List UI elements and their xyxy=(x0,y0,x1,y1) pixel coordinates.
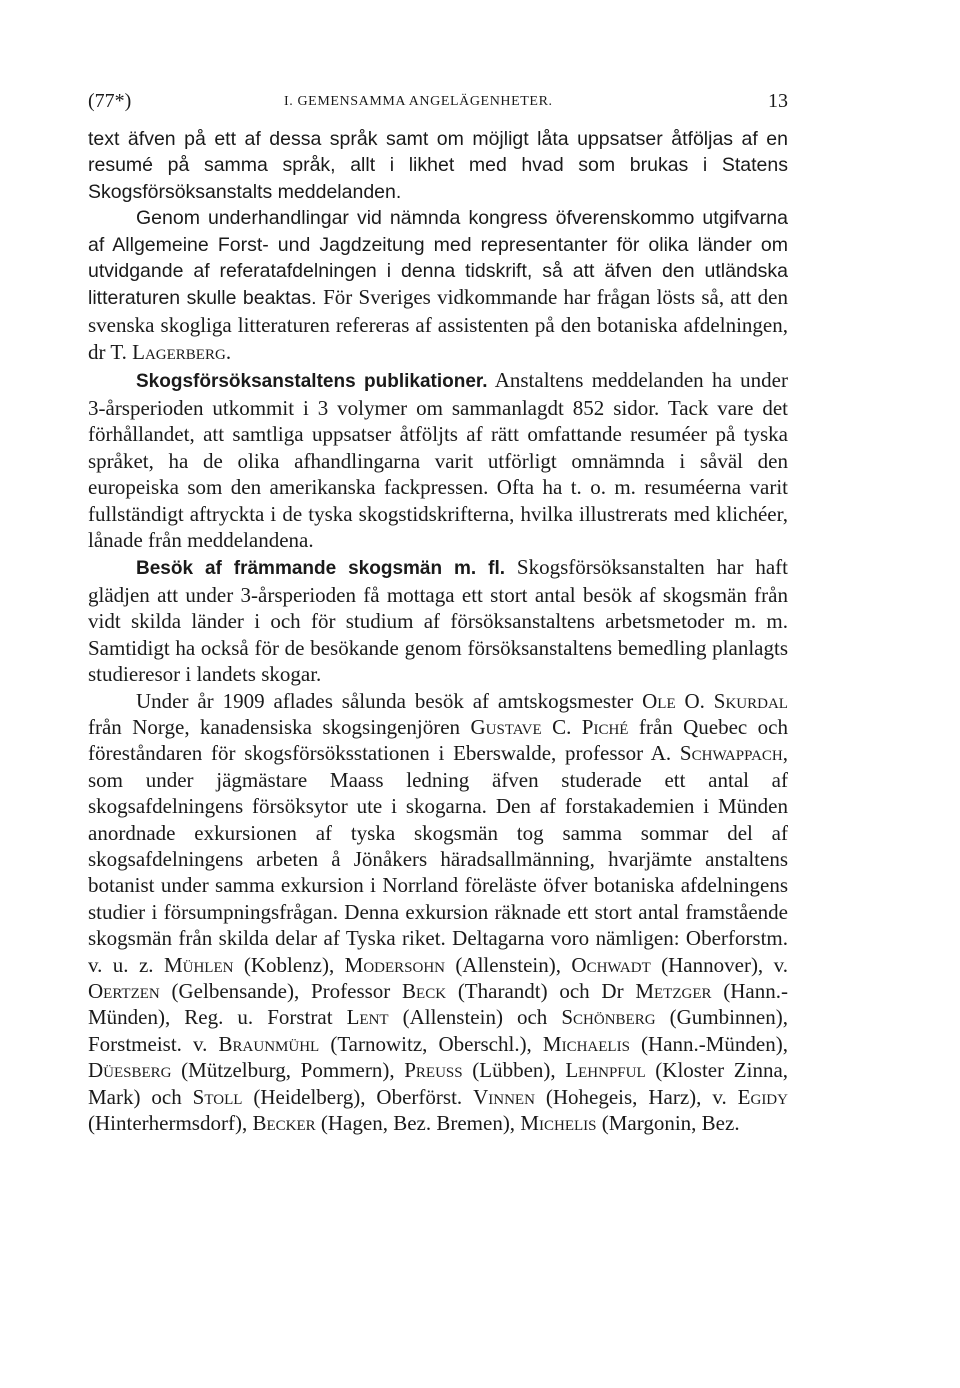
paragraph-visitors-text: (Koblenz), xyxy=(233,952,345,977)
section-heading-besok: Besök af främmande skogsmän m. fl. xyxy=(136,557,506,579)
paragraph-visitors-text: (Hann.-Münden), xyxy=(629,1031,788,1056)
paragraph-visitors-text: (Hohegeis, Harz), v. xyxy=(534,1084,738,1109)
page-body xyxy=(88,126,788,1136)
paragraph-visitors-text: , som under jägmästare Maass ledning äfven studerade ett antal af skogsafdelningens försöksytor ute i skogarna. Den af forstakademien i Münden anordnade exkursionen af tyska skogsmän tog samma sommar del af skogsafdelningens arbeten å Jönåkers häradsallmänning, hvarjämte anstaltens botanist under samma exkursion i Norrland föreläste öfver botaniska afdelningens studier i försumpningsfrågan. Denna exkursion räknade ett stort antal framstående skogsmän från skilda delar af Tyska riket. Deltagarna voro nämligen: Oberforstm. v. u. z. xyxy=(88,741,788,977)
paragraph-kongress xyxy=(88,205,788,366)
paragraph-visitors-text: C. xyxy=(541,714,582,739)
running-header xyxy=(88,80,788,120)
person-name: Preuss xyxy=(404,1058,463,1083)
paragraph-visitors-text: från Norge, kanadensiska skogsingenjören xyxy=(88,714,471,739)
person-name: Schwappach xyxy=(679,741,783,766)
paragraph-visitors-text: (Margonin, Bez. xyxy=(596,1111,740,1136)
paragraph-kongress-text: Genom underhandlingar vid nämnda kongress öfverenskommo utgifvarna af Allgemeine Forst- und Jagdzeitung med representanter för olika länder om utvidgande af referatafdelningen i denna tidskrift, så att äfven den utländska litteraturen skulle beaktas. xyxy=(88,207,788,310)
paragraph-besok xyxy=(88,554,788,688)
paragraph-visitors-text: (Lübben), xyxy=(462,1058,566,1083)
paragraph-visitors-text: (Hannover), v. xyxy=(650,952,788,977)
paragraph-visitors-text: Under år 1909 aflades sålunda besök af amtskogsmester xyxy=(136,688,643,713)
paragraph-visitors-text: (Kloster Zinna, Mark) och xyxy=(88,1058,789,1109)
person-name: Düesberg xyxy=(88,1058,172,1083)
paragraph-visitors-text: (Tarnowitz, Oberschl.), xyxy=(319,1031,543,1056)
person-name: Mühlen xyxy=(163,952,234,977)
section-heading-publikationer: Skogsförsöksanstaltens publikationer. xyxy=(136,370,488,392)
person-name: Lent xyxy=(346,1005,389,1030)
person-name: Modersohn xyxy=(344,952,446,977)
paragraph-publikationer xyxy=(88,367,788,554)
person-name: Michelis xyxy=(520,1111,597,1136)
person-name: Skurdal xyxy=(713,688,788,713)
person-name: Schönberg xyxy=(561,1005,656,1030)
paragraph-besok-text: Skogsförsöksanstalten har haft glädjen att under 3-årsperioden få mottaga ett stort antal besök af skogsmän från vidt skilda länder i och för studium af försöksanstaltens arbetsmetoder m. m. Samtidigt ha också för de besökande genom försöksanstaltens bemedling planlagts studieresor i landets skogar. xyxy=(88,554,788,687)
paragraph-visitors-text: (Allenstein), xyxy=(445,952,572,977)
person-name: Lehnpful xyxy=(565,1058,646,1083)
paragraph-visitors-text: (Hinterhermsdorf), xyxy=(88,1111,253,1136)
person-name: Egidy xyxy=(737,1084,788,1109)
paragraph-visitors-text: O. xyxy=(675,688,714,713)
paragraph-visitors-text: (Gelbensande), Professor xyxy=(159,979,403,1003)
paragraph-kongress-end: . xyxy=(225,340,232,365)
person-name: Oertzen xyxy=(88,979,160,1003)
person-name: Becker xyxy=(252,1111,316,1136)
paragraph-visitors-text: (Tharandt) och Dr xyxy=(446,979,636,1003)
paragraph-visitors-text: (Mützelburg, Pommern), xyxy=(171,1058,405,1083)
person-name: Braunmühl xyxy=(218,1031,320,1056)
person-name: Stoll xyxy=(192,1084,243,1109)
person-name: Beck xyxy=(402,979,447,1003)
paragraph-visitors-text: från Quebec och föreståndaren för skogsförsöksstationen i Eberswalde, professor A. xyxy=(88,714,788,766)
person-name: Piché xyxy=(581,714,629,739)
person-name: Ole xyxy=(642,688,676,713)
person-name: Gustave xyxy=(470,714,542,739)
paragraph-kongress-serif-text: För Sveriges vidkommande har frågan lösts så, att den svenska skogliga litteraturen refereras af assistenten på den botaniska afdelningen, dr T. xyxy=(88,285,788,365)
paragraph-visitors-text: (Hann.-Münden), Reg. u. Forstrat xyxy=(88,979,788,1030)
section-title: I. GEMENSAMMA ANGELÄGENHETER. xyxy=(284,94,553,109)
person-name-lagerberg: Lagerberg xyxy=(132,340,226,365)
paragraph-publikationer-text: Anstaltens meddelanden ha under 3-årsperioden utkommit i 3 volymer om sammanlagdt 852 sidor. Tack vare det förhållandet, att samtliga uppsatser åtföljts af rätt omfattande resuméer på tyska språket, ha de olika afhandlingarna varit utförligt omnämnda i såväl den europeiska som den amerikanska fackpressen. Ofta ha t. o. m. resuméerna varit fullständigt aftryckta i de tyska skogstidskrifterna, hvilka illustrerats med klichéer, lånade från meddelandena. xyxy=(88,367,788,553)
person-name: Ochwadt xyxy=(571,952,651,977)
person-name: Vinnen xyxy=(473,1084,535,1109)
paragraph-visitors xyxy=(88,688,788,1137)
paragraph-visitors-text: (Hagen, Bez. Bremen), xyxy=(315,1111,521,1136)
page-number: 13 xyxy=(768,90,788,112)
paragraph-visitors-text: (Allenstein) och xyxy=(388,1005,562,1030)
paragraph-visitors-text: (Heidelberg), Oberförst. xyxy=(242,1084,474,1109)
person-name: Michaelis xyxy=(542,1031,630,1056)
paragraph-continuation: text äfven på ett af dessa språk samt om möjligt låta uppsatser åtföljas af en resumé på samma språk, allt i likhet med hvad som brukas i Statens Skogsförsöksanstalts meddelanden. xyxy=(88,128,788,203)
page-reference: (77*) xyxy=(88,90,132,112)
person-name: Metzger xyxy=(635,979,712,1003)
paragraph-visitors-text: (Gumbinnen), Forstmeist. v. xyxy=(88,1005,788,1056)
